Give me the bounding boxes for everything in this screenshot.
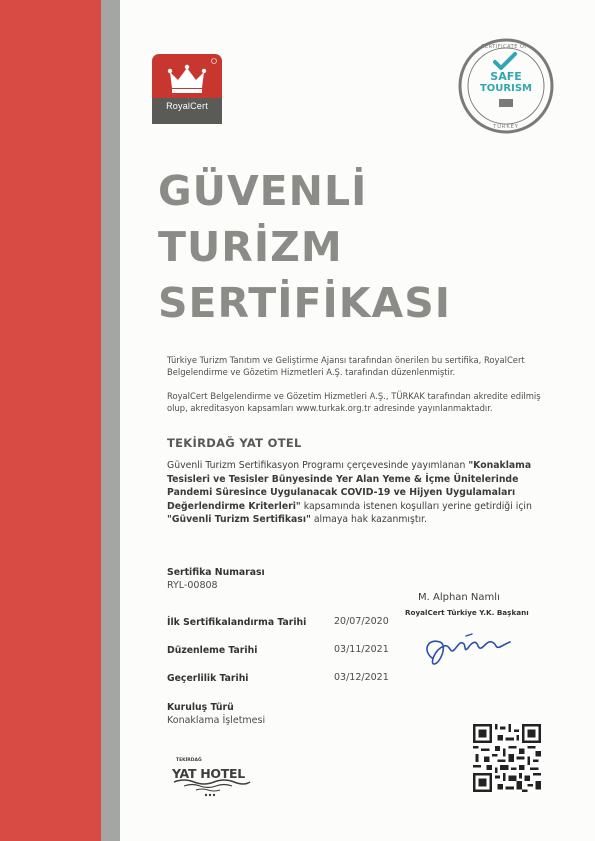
issue-date-label: Düzenleme Tarihi [167,645,258,656]
first-certification-date-label: İlk Sertifikalandırma Tarihi [167,617,307,628]
title-line-1: GÜVENLİ [158,167,368,215]
validity-date-label: Geçerlilik Tarihi [167,673,249,684]
statement-criteria: "Konaklama Tesisleri ve Tesisler Bünyesinde Yer Alan Yeme & İçme Ünitelerinde Pandemi Süresince Uygulanacak COVID-19 ve Hijyen Uygulamaları Değerlendirme Kriterleri" [167,460,532,512]
signatory-name: M. Alphan Namlı [418,592,500,603]
title-line-3: SERTİFİKASI [158,279,452,327]
certification-statement [167,459,552,527]
seal-turkey-text: TURKEY [493,124,519,130]
issue-date-value: 03/11/2021 [334,644,389,655]
certificate-number-label: Sertifika Numarası [167,567,265,578]
statement-part-1: Güvenli Turizm Sertifikasyon Programı çerçevesinde yayımlanan [167,460,469,471]
validity-date-value: 03/12/2021 [334,672,389,683]
handwritten-signature [420,620,530,672]
establishment-type-value: Konaklama İşletmesi [167,715,266,726]
intro-paragraph-2: RoyalCert Belgelendirme ve Gözetim Hizmetleri A.Ş., TÜRKAK tarafından akredite edilmiş olup, akreditasyon kapsamları www.turkak.org.tr adresinde yayınlanmaktadır. [167,391,541,413]
signatory-title: RoyalCert Türkiye Y.K. Başkanı [405,608,529,617]
left-grey-band [101,0,120,841]
seal-tourism-text: TOURISM [479,83,533,94]
statement-part-2: kapsamında istenen koşulları yerine getirdiği için [300,500,532,512]
royalcert-label: RoyalCert [166,101,208,111]
title-line-2: TURİZM [158,223,343,271]
establishment-type-label: Kuruluş Türü [167,702,234,713]
left-red-band [0,0,101,841]
qr-code-icon [473,724,541,792]
royalcert-logo [152,54,222,124]
intro-paragraph-1: Türkiye Turizm Tanıtım ve Geliştirme Ajansı tarafından önerilen bu sertifika, RoyalCert Belgelendirme ve Gözetim Hizmetleri A.Ş. tarafından düzenlenmiştir. [167,355,525,377]
yat-hotel-logo-name: YAT HOTEL [172,766,245,781]
seal-arc-text: CERTIFICATE OF [481,44,528,50]
yat-hotel-logo-small-text: TEKİRDAĞ [176,758,202,763]
certificate-title [158,163,451,331]
statement-cert-name: "Güvenli Turizm Sertifikası" [167,514,311,525]
seal-safe-text: SAFE [490,70,522,83]
first-certification-date-value: 20/07/2020 [334,616,389,627]
statement-part-3: almaya hak kazanmıştır. [310,514,427,525]
company-name: TEKİRDAĞ YAT OTEL [167,436,302,450]
certificate-number-value: RYL-00808 [167,580,218,591]
